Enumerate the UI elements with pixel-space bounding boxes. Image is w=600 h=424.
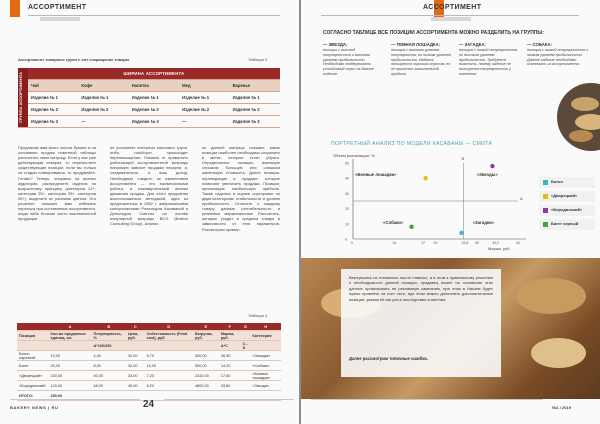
data-point (459, 231, 463, 235)
callout-footer: Далее рассмотрим типичные ошибки. (349, 356, 429, 361)
formula-cell (17, 341, 49, 351)
table-cell: 4800,00 (193, 381, 219, 391)
table-cell: 5,70 (145, 351, 193, 361)
x-tick-label: 34,2 (492, 241, 499, 245)
header-cell: Позиция (17, 331, 49, 341)
header-cell: Маржа, руб. (219, 331, 241, 341)
table-cell: 32,00 (126, 351, 145, 361)
x-tick-label: 26,8 (461, 241, 469, 245)
table-cell: 320,00 (193, 351, 219, 361)
header-cell: Выручка, руб. (193, 331, 219, 341)
formula-cell (49, 341, 92, 351)
total-label: ИТОГО: (17, 391, 49, 401)
table-cell: 2310,00 (193, 371, 219, 381)
segment-body-star: позиции с высокой популярностью и высоким уровнем прибыльности. Необходимо поддерживать устойчивый спрос на данное изделие. (323, 48, 374, 76)
table-cell: 33,00 (126, 371, 145, 381)
table-cell: 500,00 (193, 361, 219, 371)
column-header: Напитки (129, 80, 179, 92)
y-tick-label: 20 (345, 207, 349, 212)
formula-cell: A*100/250 (92, 341, 126, 351)
callout-text: Вернувшись не появились после главных, а в этом к правильному решению о необходимости данной позиции, продавец может на основании этих данных организовать не рекламную кампанию, при этом в Нашем будет нужно привлечь за счет сети, при этом можно дополнить дополнительные позиции, указав её как раз в последствии клиентам. (349, 275, 493, 302)
table-cell: «Звезда» (250, 381, 281, 391)
x-axis-label: Маржа, руб. (488, 246, 511, 251)
column-header: Чай (28, 80, 78, 92)
table-cell (241, 381, 251, 391)
issue-number: №1 / 2019 (552, 405, 571, 410)
section-tab (10, 0, 20, 17)
column-header: Мед (179, 80, 229, 92)
table-cell: Изделие № 2 (179, 104, 229, 116)
quadrant-label: «Собаки» (383, 219, 404, 225)
table-cell: Изделие № 1 (179, 92, 229, 104)
article-column-2: не учитывает интересы массовых групп, либо, наоборот, происходит перенасыщение. Помимо от правильно работающей ассортиментной матрицы напрямую зависит продажи пекарни, а, следовательно, и ваш доход. Необходимо следить за изменением ассортимента — это ежемесячными работа, а ежеквартальный анализ движения продаж. Для этого предлагаю воспользоваться методикой, одна из предложенных в 1982 г. американскими консультантами Рональдом Касаваной и Дональдом Смитом на основе популярной матрицы BCG (Boston Consulting Group). Анализ (110, 145, 188, 227)
column-header: Варенье (230, 80, 280, 92)
legend-label: Багет черный (551, 221, 579, 226)
footer-rule (311, 399, 543, 400)
table-caption: Ассортимент товарных групп с опт сокращение товары (18, 57, 130, 62)
chart-axes (353, 156, 526, 239)
table-row (17, 371, 281, 381)
table-cell: 33,80 (219, 381, 241, 391)
right-page (301, 0, 600, 424)
segments-heading: СОГЛАСНО ТАБЛИЦЕ ВСЕ ПОЗИЦИИ АССОРТИМЕНТА МОЖНО РАЗДЕЛИТЬ НА ГРУППЫ: (323, 30, 544, 36)
letter-cell: A (49, 323, 92, 331)
header-rule (28, 15, 280, 16)
table-label: Таблица 3 (248, 57, 268, 62)
table-cell: Батон нарезной (17, 351, 49, 361)
x-tick-label: 17 (421, 241, 426, 245)
x-tick-label: 0 (351, 241, 353, 245)
kasavana-table (17, 323, 281, 401)
table-cell: Изделие № 3 (28, 116, 78, 128)
table-cell: 7,20 (145, 371, 193, 381)
data-point (490, 164, 494, 168)
header-cell: Популярность, % (92, 331, 126, 341)
table-cell (241, 371, 251, 381)
formula-cell (126, 341, 145, 351)
table-cell: Изделие № 1 (129, 92, 179, 104)
segment-body-dog: позиция с низкой популярностью и низким уровнем прибыльности. Данное изделие необходимо исключить из ассортимента. (527, 48, 589, 67)
table-row (17, 361, 281, 371)
bread-photo (545, 82, 600, 152)
quadrant-label: «Звезды» (476, 172, 498, 178)
letter-cell: B (92, 323, 126, 331)
table-cell: 120,00 (49, 381, 92, 391)
table-cell: — (179, 116, 229, 128)
table-cell: 10,00 (145, 361, 193, 371)
formula-row (17, 341, 281, 351)
table-row (18, 104, 280, 116)
table-row (18, 116, 280, 128)
legend-swatch (543, 194, 548, 199)
footer-rule (10, 399, 140, 400)
segment-title-puzzle: — ЗАГАДКА: (459, 42, 486, 47)
legend-swatch (543, 222, 548, 227)
legend-item (539, 219, 595, 230)
table-row (17, 381, 281, 391)
table-cell: Изделие № 3 (230, 116, 280, 128)
header-subline (40, 17, 80, 21)
legend-item (539, 177, 595, 188)
left-page (0, 0, 299, 424)
article-column-3: по данной матрице покажет, какие позиции наиболее необходимо сохранить в меню, которые стоит убрать. Определяются позиции, имеющие слишком большую или слишком маленькую стоимость. Далее позиции, переводящие в продаже, которые помогают увеличить продажи. Позиции, приносящие наибольшую прибыль. Также изделия в оценке сортировки по двум категориям: стабильности и уровню прибыльности. Отнесите к каждому товару данные рентабельности и реальные маржинальные. Рассчитать, которые уходят в среднем товаре в зависимости от этих параметров. Рассмотрим пример. (202, 145, 280, 232)
table-cell: Изделие № 2 (230, 104, 280, 116)
table-cell: — (78, 116, 128, 128)
table-cell: 14,20 (219, 361, 241, 371)
x-tick-label: 40 (516, 241, 520, 245)
header-cell: Категория (250, 331, 281, 341)
assortment-table (18, 68, 280, 128)
data-point (409, 225, 413, 229)
formula-cell (193, 341, 219, 351)
letter-cell: H (250, 323, 281, 331)
letters-row (17, 323, 281, 331)
table-cell: «Загадка» (250, 351, 281, 361)
y-tick-label: 10 (345, 222, 349, 227)
letter-cell: D (145, 323, 193, 331)
table-cell (241, 351, 251, 361)
table-column-row (18, 80, 280, 92)
quadrant-label: «Загадки» (472, 219, 495, 225)
table-cell: Изделие № 2 (78, 104, 128, 116)
table-cell: 48,00 (92, 381, 126, 391)
table-cell: Изделие № 1 (28, 92, 78, 104)
table-cell: Багет (17, 361, 49, 371)
formula-cell: C - D (241, 341, 251, 351)
table-cell: Изделие № 1 (230, 92, 280, 104)
x-tick-label: 30 (474, 241, 479, 245)
segment-body-dark-horse: позиция с высоким уровнем популярности, но низким уровнем прибыльности. Изделия пользуются хорошим спросом, но не приносят значительной прибыли. (391, 48, 451, 76)
letter-cell: C (126, 323, 145, 331)
callout-box (341, 269, 501, 377)
table-cell: «Бородинский» (17, 381, 49, 391)
table-cell: «Дворецкий» (17, 371, 49, 381)
column-header: Кофе (78, 80, 128, 92)
legend-swatch (543, 180, 548, 185)
legend-label: Батон (551, 179, 563, 184)
table-cell: Изделие № 2 (28, 104, 78, 116)
quadrant-label: «Боевые лошадки» (355, 172, 397, 178)
legend-item (539, 191, 595, 202)
table-label: Таблица 4 (248, 313, 268, 318)
letter-cell (17, 323, 49, 331)
formula-cell: A*C (219, 341, 241, 351)
segment-body-puzzle: позиция с низкой популярностью, но высоким уровнем прибыльности. Требуется выяснить, почему изделие не пользуется популярностью у клиентов. (459, 48, 519, 76)
kasavana-chart (323, 149, 543, 253)
letter-cell: G (241, 323, 251, 331)
table-cell: Изделие № 1 (78, 92, 128, 104)
table-cell: 100,00 (49, 371, 92, 381)
page-number: 24 (143, 399, 155, 410)
table-cell: «Собака» (250, 361, 281, 371)
y-tick-label: 50 (345, 161, 349, 166)
header-cell: Себестоимость (Food cost), руб. (145, 331, 193, 341)
table-cell: «Боевые лошадки» (250, 371, 281, 381)
table-row (18, 92, 280, 104)
header-rule (321, 15, 579, 16)
table-cell: 40,00 (126, 381, 145, 391)
header-subline (431, 17, 471, 21)
header-cell: Кол-во проданных единиц, шт. (49, 331, 92, 341)
total-value: 250,00 (49, 391, 92, 401)
table-cell: 8,00 (92, 361, 126, 371)
table-cell: 17,60 (219, 371, 241, 381)
magazine-name: BAKERY NEWS | RU (10, 405, 59, 410)
legend-swatch (543, 208, 548, 213)
table-cell: 6,20 (145, 381, 193, 391)
axis-letter: B (461, 156, 465, 161)
table-cell: Изделие № 3 (129, 116, 179, 128)
segment-title-dog: — СОБАКА: (527, 42, 553, 47)
y-axis-label: Объем реализации, % (333, 153, 375, 158)
section-title: АССОРТИМЕНТ (28, 4, 87, 11)
table-cell: 40,00 (92, 371, 126, 381)
x-tick-label: 10 (392, 241, 397, 245)
legend-label: «Дворецкий» (551, 193, 578, 198)
letter-cell: E (193, 323, 219, 331)
table-cell: 10,00 (49, 351, 92, 361)
article-column-1: Предлагаю вам взять листок бумаги и на основании продаж поменной таблицы рассчитать свою матрицу. Если у вас уже действующая пекарня, то перечислите существующие позиции, если вы только на стадии планирования, то продумайте. Готово? Теперь, опираясь на анализ аудитории, распределите изделия по возрастному принципу (категории 12+, категория 25+, категория 35+, категория 55+), выделите их ранними цветом. Это решение поможет вам избежать перекоса при составлении ассортимента, когда либо больше чисто выставленной продукции (18, 145, 96, 222)
letter-cell: F (219, 323, 241, 331)
table-side-header: ГРУППА АССОРТИМЕНТА (18, 68, 28, 128)
segment-title-dark-horse: — ТЕМНАЯ ЛОШАДКА: (391, 42, 441, 47)
table-cell: 4,00 (92, 351, 126, 361)
table-header: ШИРИНА АССОРТИМЕНТА (28, 68, 280, 80)
table-cell (241, 361, 251, 371)
table-cell: 32,00 (126, 361, 145, 371)
footer-rule (164, 399, 294, 400)
legend-item (539, 205, 595, 216)
chart-title: ПОРТРЕТНЫЙ АНАЛИЗ ПО МОДЕЛИ КАСАВАНЫ — СМИТА (331, 141, 493, 147)
y-tick-label: 0 (345, 237, 347, 242)
table-row (17, 351, 281, 361)
data-point (423, 176, 427, 180)
segment-title-star: — ЗВЕЗДА: (323, 42, 348, 47)
header-cell: Цена, руб. (126, 331, 145, 341)
header-cell (241, 331, 251, 341)
formula-cell (250, 341, 281, 351)
x-tick-label: 20 (433, 241, 438, 245)
legend-label: «Бородинский» (551, 207, 583, 212)
y-tick-label: 40 (345, 176, 349, 181)
header-row (17, 331, 281, 341)
formula-cell (145, 341, 193, 351)
table-cell: Изделие № 2 (129, 104, 179, 116)
section-title: АССОРТИМЕНТ (423, 4, 482, 11)
table-cell: 20,00 (49, 361, 92, 371)
axis-letter: A (520, 196, 523, 201)
y-tick-label: 30 (345, 191, 349, 196)
table-cell: 26,30 (219, 351, 241, 361)
